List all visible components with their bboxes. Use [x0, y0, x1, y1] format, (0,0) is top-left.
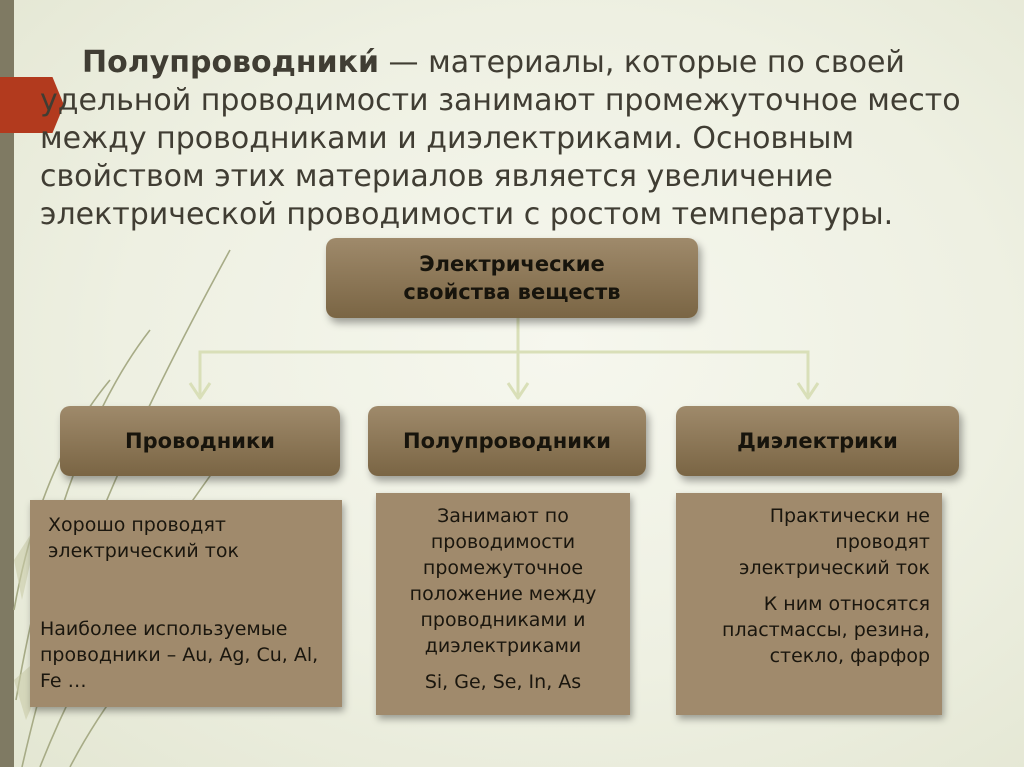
- category-label: Проводники: [125, 429, 275, 453]
- root-line-1: Электрические: [419, 252, 605, 276]
- intro-definition: — материалы, которые по своей удельной проводимости занимают промежуточное место между проводниками и диэлектриками. Основным свойством этих материалов является увеличение электрической проводимости с ростом температуры.: [40, 45, 961, 232]
- description-text: Хорошо проводят электрический ток: [48, 514, 239, 562]
- category-label: Полупроводники: [403, 429, 611, 453]
- description-text: Практически не проводят электрический ток: [739, 505, 930, 579]
- category-dielectrics: [676, 406, 959, 476]
- root-node-electrical-properties: [326, 238, 698, 318]
- description-text: Занимают по проводимости промежуточное положение между проводниками и диэлектриками: [409, 505, 597, 657]
- category-conductors: [60, 406, 340, 476]
- category-semiconductors: [368, 406, 646, 476]
- category-label: Диэлектрики: [737, 429, 898, 453]
- dielectrics-description: [676, 493, 942, 715]
- description-examples: Наиболее используемые проводники – Au, Ag, Cu, Al, Fe …: [40, 618, 319, 692]
- intro-term: Полупроводники́: [82, 45, 380, 80]
- conductors-description: [30, 500, 342, 707]
- description-examples: Si, Ge, Se, In, As: [424, 671, 582, 693]
- root-line-2: свойства веществ: [403, 280, 621, 304]
- description-examples: К ним относятся пластмассы, резина, стекло, фарфор: [722, 593, 930, 667]
- semiconductors-description: [376, 493, 630, 715]
